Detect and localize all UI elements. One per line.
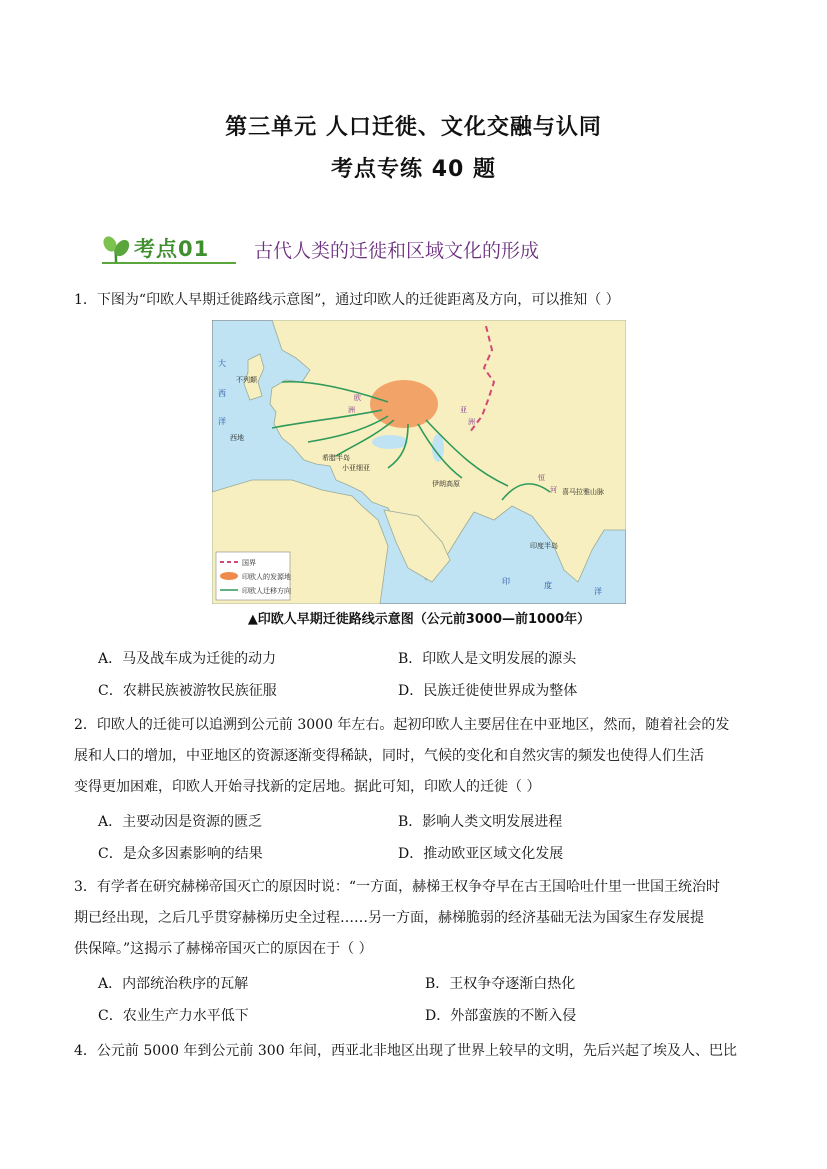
q3-line-2: 期已经出现，之后几乎贯穿赫梯历史全过程……另一方面，赫梯脆弱的经济基础无法为国家生存发展提: [74, 910, 704, 926]
legend-origin: 印欧人的发源地: [242, 573, 291, 581]
q2-line-1: 2．印欧人的迁徙可以追溯到公元前 3000 年左右。起初印欧人主要居住在中亚地区，然而，随着社会的发: [74, 717, 730, 733]
label-yin: 印: [502, 577, 510, 586]
q4-line-1: 4．公元前 5000 年到公元前 300 年间，西亚北非地区出现了世界上较早的文明，先后兴起了埃及人、巴比: [74, 1043, 738, 1059]
q3-option-c[interactable]: C．农业生产力水平低下: [98, 1008, 249, 1024]
section-badge-label: 考点01: [134, 237, 210, 261]
label-ou: 欧: [354, 394, 361, 402]
page-title: 第三单元 人口迁徙、文化交融与认同: [225, 115, 602, 140]
label-da: 大: [218, 359, 226, 368]
label-du: 度: [544, 581, 552, 590]
q2-option-d[interactable]: D．推动欧亚区域文化发展: [398, 846, 564, 862]
q2-option-a[interactable]: A．主要动因是资源的匮乏: [98, 814, 263, 830]
page-subtitle: 考点专练 40 题: [331, 157, 496, 182]
map-legend: [216, 552, 291, 600]
label-india: 印度半岛: [530, 542, 558, 550]
q1-option-b[interactable]: B．印欧人是文明发展的源头: [398, 651, 577, 667]
section-badge: [102, 232, 236, 264]
q3-option-a[interactable]: A．内部统治秩序的瓦解: [98, 976, 249, 992]
label-yang: 洋: [218, 417, 226, 426]
label-zhou2: 洲: [468, 418, 475, 426]
map-black-sea: [372, 435, 408, 449]
legend-border: 国界: [242, 559, 256, 567]
label-greece: 希腊半岛: [322, 454, 350, 462]
label-xi: 西: [218, 389, 226, 398]
q1-option-c[interactable]: C．农耕民族被游牧民族征服: [98, 683, 277, 699]
label-heng: 恒: [538, 474, 545, 482]
label-iran: 伊朗高原: [432, 480, 460, 488]
q2-option-b[interactable]: B．影响人类文明发展进程: [398, 814, 563, 830]
q1-option-d[interactable]: D．民族迁徙使世界成为整体: [398, 683, 578, 699]
legend-origin-symbol: [220, 572, 238, 580]
label-britain: 不列颠: [236, 376, 257, 384]
section-title: 古代人类的迁徙和区域文化的形成: [254, 240, 540, 262]
q1-option-a[interactable]: A．马及战车成为迁徙的动力: [98, 651, 277, 667]
map-caption: ▲印欧人早期迁徙路线示意图（公元前3000—前1000年）: [247, 612, 591, 627]
question-1-stem: 1．下图为“印欧人早期迁徙路线示意图”，通过印欧人的迁徙距离及方向，可以推知（ ）: [74, 292, 620, 308]
section-header: [102, 232, 622, 266]
q3-option-b[interactable]: B．王权争夺逐渐白热化: [425, 976, 576, 992]
migration-map: [212, 320, 626, 604]
label-ocean-yang: 洋: [594, 587, 602, 596]
label-asia-minor: 小亚细亚: [342, 464, 370, 472]
label-he: 河: [550, 486, 557, 494]
q3-option-d[interactable]: D．外部蛮族的不断入侵: [425, 1008, 577, 1024]
q2-line-2: 展和人口的增加，中亚地区的资源逐渐变得稀缺，同时，气候的变化和自然灾害的频发也使得人们生活: [74, 748, 704, 764]
label-himalaya: 喜马拉雅山脉: [562, 488, 604, 496]
map-figure: [212, 320, 626, 604]
label-ya: 亚: [460, 406, 467, 414]
q2-option-c[interactable]: C．是众多因素影响的结果: [98, 846, 263, 862]
q2-line-3: 变得更加困难，印欧人开始寻找新的定居地。据此可知，印欧人的迁徙（ ）: [74, 779, 541, 795]
legend-migration: 印欧人迁移方向: [242, 587, 291, 595]
leaf-icon: [102, 234, 132, 264]
q3-line-3: 供保障。”这揭示了赫梯帝国灭亡的原因在于（ ）: [74, 941, 373, 957]
label-xidi: 西地: [230, 434, 244, 442]
q3-line-1: 3．有学者在研究赫梯帝国灭亡的原因时说：“一方面，赫梯王权争夺早在古王国哈吐什里一世国王统治时: [74, 879, 721, 895]
label-zhou: 洲: [348, 406, 355, 414]
